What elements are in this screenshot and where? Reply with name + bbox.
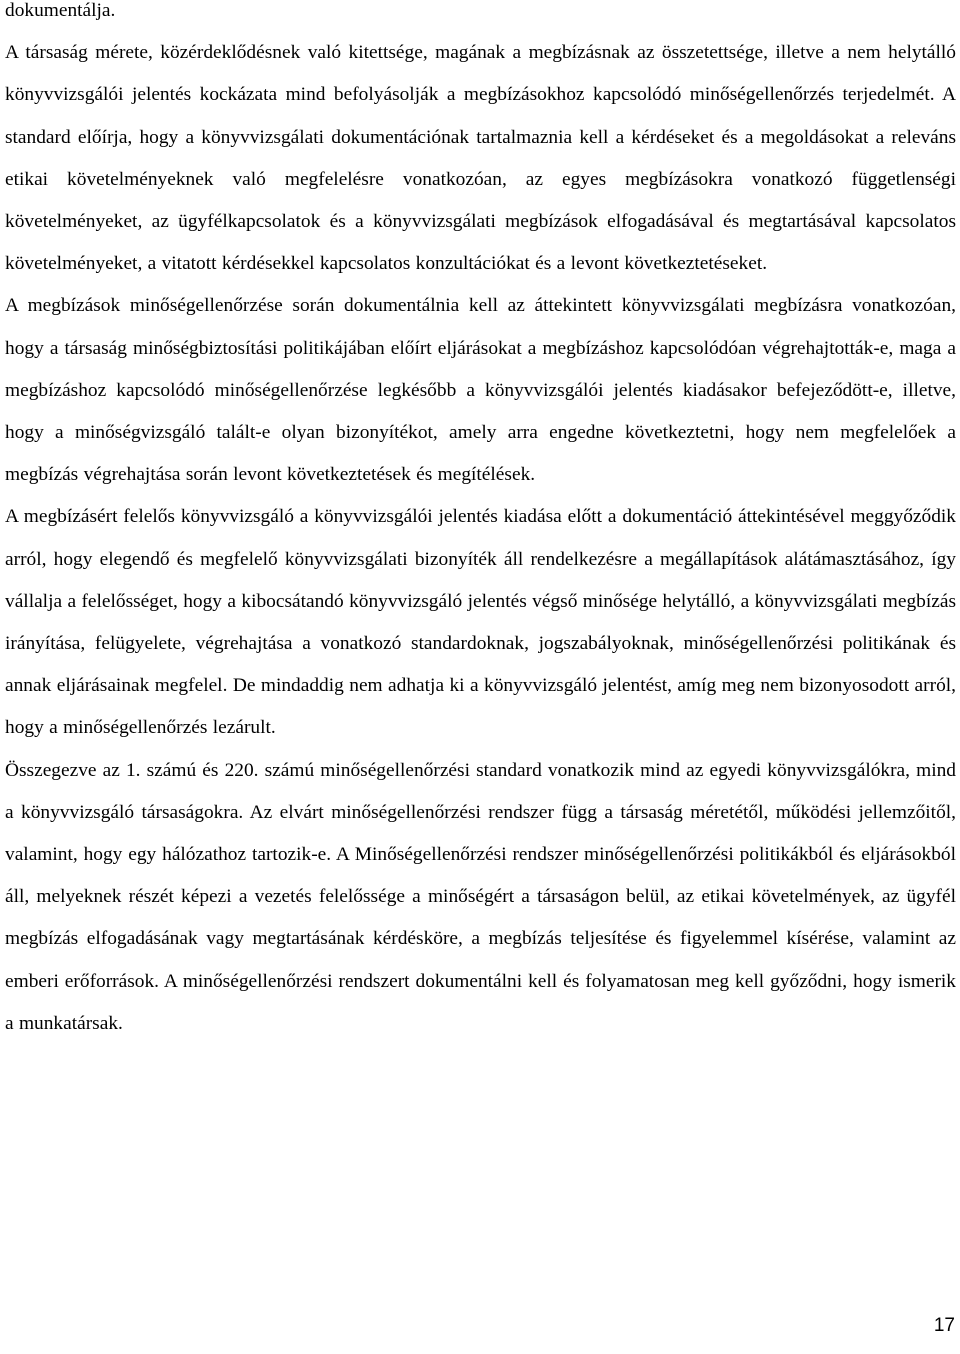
paragraph-continuation: dokumentálja. bbox=[5, 0, 116, 21]
paragraph-engagement-quality-review: A megbízások minőségellenőrzése során dokumentálnia kell az áttekintett könyvvizsgálati megbízásra vonatkozóan, hogy a társaság minőségbiztosítási politikájában előírt eljárásokat a megbízáshoz kapcsolódóan végrehajtották-e, maga a megbízáshoz kapcsolódó minőségellenőrzése legkésőbb a könyvvizsgálói jelentés kiadásakor befejeződött-e, illetve, hogy a minőségvizsgáló talált-e olyan bizonyítékot, amely arra engedne következtetni, hogy nem megfelelőek a megbízás végrehajtása során levont következtetések és megítélések. bbox=[5, 295, 956, 486]
paragraph-summary: Összegezve az 1. számú és 220. számú minőségellenőrzési standard vonatkozik mind az egyedi könyvvizsgálókra, mind a könyvvizsgáló társaságokra. Az elvárt minőségellenőrzési rendszer függ a társaság méretétől, működési jellemzőitől, valamint, hogy egy hálózathoz tartozik-e. A Minőségellenőrzési rendszer minőségellenőrzési politikákból és eljárásokból áll, melyeknek részét képezi a vezetés felelőssége a minőségért a társaságon belül, az etikai követelmények, az ügyfél megbízás elfogadásának vagy megtartásának kérdésköre, a megbízás teljesítése és figyelemmel kísérése, valamint az emberi erőforrások. A minőségellenőrzési rendszert dokumentálni kell és folyamatosan meg kell győződni, hogy ismerik a munkatársak. bbox=[5, 759, 956, 1034]
paragraph-engagement-partner: A megbízásért felelős könyvvizsgáló a könyvvizsgálói jelentés kiadása előtt a dokumentáció áttekintésével meggyőződik arról, hogy elegendő és megfelelő könyvvizsgálati bizonyíték áll rendelkezésre a megállapítások alátámasztásához, így vállalja a felelősséget, hogy a kibocsátandó könyvvizsgáló jelentés végső minősége helytálló, a könyvvizsgálati megbízás irányítása, felügyelete, végrehajtása a vonatkozó standardoknak, jogszabályoknak, minőségellenőrzési politikának és annak eljárásainak megfelel. De mindaddig nem adhatja ki a könyvvizsgáló jelentést, amíg meg nem bizonyosodott arról, hogy a minőségellenőrzés lezárult. bbox=[5, 506, 956, 739]
page-number: 17 bbox=[933, 1315, 955, 1336]
paragraph-scope-of-review: A társaság mérete, közérdeklődésnek való kitettsége, magának a megbízásnak az összetettsége, illetve a nem helytálló könyvvizsgálói jelentés kockázata mind befolyásolják a megbízásokhoz kapcsolódó minőségellenőrzés terjedelmét. A standard előírja, hogy a könyvvizsgálati dokumentációnak tartalmaznia kell a kérdéseket és a megoldásokat a releváns etikai követelményeknek való megfelelésre vonatkozóan, az egyes megbízásokra vonatkozó függetlenségi követelményeket, az ügyfélkapcsolatok és a könyvvizsgálati megbízások elfogadásával és megtartásával kapcsolatos követelményeket, a vitatott kérdésekkel kapcsolatos konzultációkat és a levont következtetéseket. bbox=[5, 42, 956, 275]
page-content bbox=[5, 0, 956, 1045]
